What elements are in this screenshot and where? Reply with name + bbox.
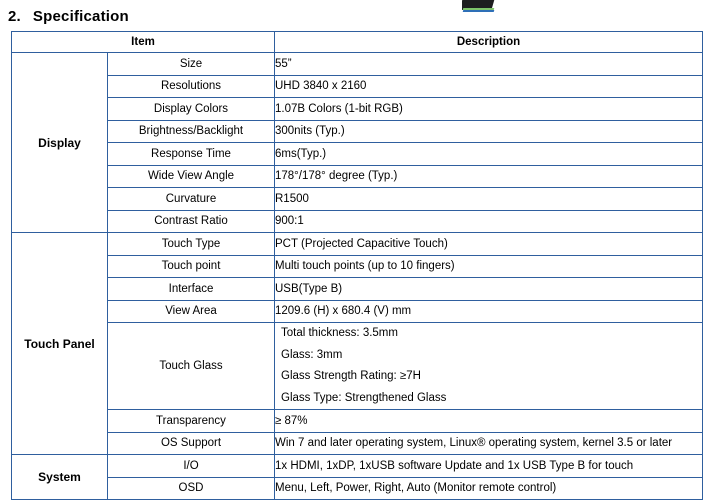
description-cell: Win 7 and later operating system, Linux® operating system, kernel 3.5 or later xyxy=(275,432,703,455)
item-cell: Interface xyxy=(108,278,275,301)
item-cell: Display Colors xyxy=(108,98,275,121)
table-row xyxy=(12,233,703,256)
table-header-row xyxy=(12,32,703,53)
table-row xyxy=(12,410,703,433)
table-row xyxy=(12,165,703,188)
device-thumbnail-icon xyxy=(462,0,498,14)
item-cell: I/O xyxy=(108,455,275,478)
description-cell: Multi touch points (up to 10 fingers) xyxy=(275,255,703,278)
description-cell: 1x HDMI, 1xDP, 1xUSB software Update and 1x USB Type B for touch xyxy=(275,455,703,478)
description-cell: USB(Type B) xyxy=(275,278,703,301)
description-line: Glass: 3mm xyxy=(281,348,343,361)
column-header-description: Description xyxy=(275,32,703,53)
item-cell: Brightness/Backlight xyxy=(108,120,275,143)
item-cell: OSD xyxy=(108,477,275,500)
item-cell: Touch point xyxy=(108,255,275,278)
description-cell: UHD 3840 x 2160 xyxy=(275,75,703,98)
table-row xyxy=(12,188,703,211)
table-row xyxy=(12,455,703,478)
description-cell: PCT (Projected Capacitive Touch) xyxy=(275,233,703,256)
description-cell-multiline xyxy=(275,323,703,410)
category-cell-touch-panel: Touch Panel xyxy=(12,233,108,455)
page-title xyxy=(8,8,129,25)
specification-table xyxy=(11,31,703,500)
table-header xyxy=(12,32,703,53)
table-body xyxy=(12,53,703,500)
description-line: Glass Type: Strengthened Glass xyxy=(281,391,447,404)
item-cell: Resolutions xyxy=(108,75,275,98)
item-cell: View Area xyxy=(108,300,275,323)
table-row xyxy=(12,255,703,278)
table-row xyxy=(12,210,703,233)
description-cell: R1500 xyxy=(275,188,703,211)
description-cell: 900:1 xyxy=(275,210,703,233)
category-cell-system: System xyxy=(12,455,108,500)
section-title: Specification xyxy=(32,8,129,25)
item-cell: Response Time xyxy=(108,143,275,166)
description-cell: 55” xyxy=(275,53,703,76)
description-cell: 1.07B Colors (1-bit RGB) xyxy=(275,98,703,121)
item-cell: Size xyxy=(108,53,275,76)
item-cell: Transparency xyxy=(108,410,275,433)
table-row xyxy=(12,278,703,301)
description-cell: ≥ 87% xyxy=(275,410,703,433)
item-cell: Curvature xyxy=(108,188,275,211)
description-cell: 6ms(Typ.) xyxy=(275,143,703,166)
table-row xyxy=(12,53,703,76)
device-stripe-blue xyxy=(463,10,495,12)
item-cell: Touch Type xyxy=(108,233,275,256)
description-cell: 300nits (Typ.) xyxy=(275,120,703,143)
category-cell-display: Display xyxy=(12,53,108,233)
item-cell: Wide View Angle xyxy=(108,165,275,188)
description-line: Total thickness: 3.5mm xyxy=(281,327,398,339)
table-row xyxy=(12,120,703,143)
description-cell: 1209.6 (H) x 680.4 (V) mm xyxy=(275,300,703,323)
description-cell: 178°/178° degree (Typ.) xyxy=(275,165,703,188)
table-row xyxy=(12,75,703,98)
description-cell: Menu, Left, Power, Right, Auto (Monitor remote control) xyxy=(275,477,703,500)
table-row xyxy=(12,98,703,121)
description-line: Glass Strength Rating: ≥7H xyxy=(281,370,421,382)
item-cell: OS Support xyxy=(108,432,275,455)
table-row xyxy=(12,432,703,455)
item-cell: Touch Glass xyxy=(108,323,275,410)
table-row xyxy=(12,477,703,500)
item-cell: Contrast Ratio xyxy=(108,210,275,233)
table-row xyxy=(12,300,703,323)
column-header-item: Item xyxy=(12,32,275,53)
section-number: 2. xyxy=(8,8,21,25)
table-row xyxy=(12,143,703,166)
table-row xyxy=(12,323,703,410)
